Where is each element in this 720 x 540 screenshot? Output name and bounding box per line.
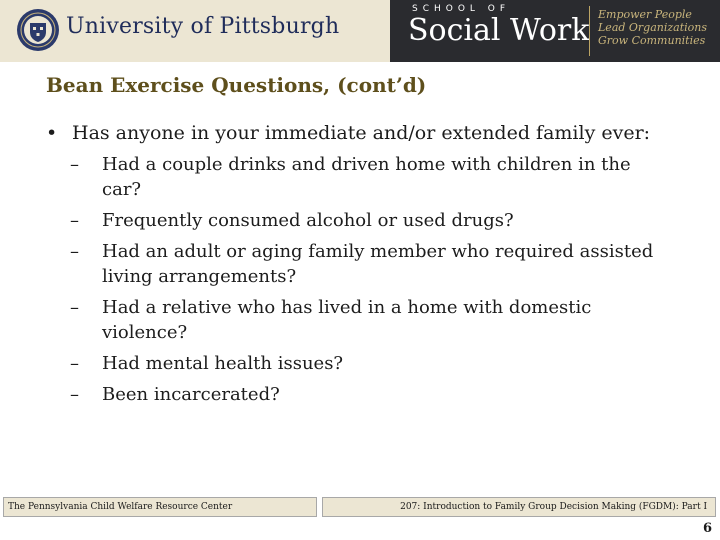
school-tagline [598,8,707,47]
tagline-line: Grow Communities [598,34,706,47]
sub-bullet-text: Frequently consumed alcohol or used drugs? [102,210,514,231]
sub-bullet-item [70,295,706,345]
dash-mark: – [70,384,79,405]
dash-mark: – [70,210,79,231]
sub-bullet-item [70,208,706,233]
school-name: Social Work [408,13,590,48]
sub-bullet-item [70,239,706,289]
sub-bullet-text: Had a relative who has lived in a home with domestic violence? [102,297,592,343]
sub-bullet-list [70,152,706,407]
slide-footer [0,497,720,540]
slide-body [46,120,706,413]
footer-course-title: 207: Introduction to Family Group Decision Making (FGDM): Part I [400,502,707,512]
university-banner [0,0,390,62]
sub-bullet-text: Had a couple drinks and driven home with children in the car? [102,154,631,200]
sub-bullet-text: Had an adult or aging family member who required assisted living arrangements? [102,241,654,287]
banner-divider [589,6,590,56]
tagline-line: Lead Organizations [598,21,708,34]
tagline-line: Empower People [598,8,692,21]
sub-bullet-item [70,351,706,376]
sub-bullet-text: Been incarcerated? [102,384,280,405]
footer-left-box [3,497,317,517]
sub-bullet-item [70,382,706,407]
school-of-label: SCHOOL OF [412,4,511,14]
bullet-item [46,120,706,146]
footer-right-box [322,497,716,517]
university-seal-icon [16,8,60,52]
sub-bullet-item [70,152,706,202]
dash-mark: – [70,241,79,262]
sub-bullet-text: Had mental health issues? [102,353,344,374]
dash-mark: – [70,154,79,175]
bullet-mark: • [46,122,58,144]
footer-organization: The Pennsylvania Child Welfare Resource Center [8,502,233,512]
bullet-text: Has anyone in your immediate and/or extended family ever: [72,122,651,144]
university-name: University of Pittsburgh [66,14,340,39]
page-number: 6 [702,521,712,536]
dash-mark: – [70,353,79,374]
slide-title: Bean Exercise Questions, (cont’d) [46,73,427,97]
dash-mark: – [70,297,79,318]
